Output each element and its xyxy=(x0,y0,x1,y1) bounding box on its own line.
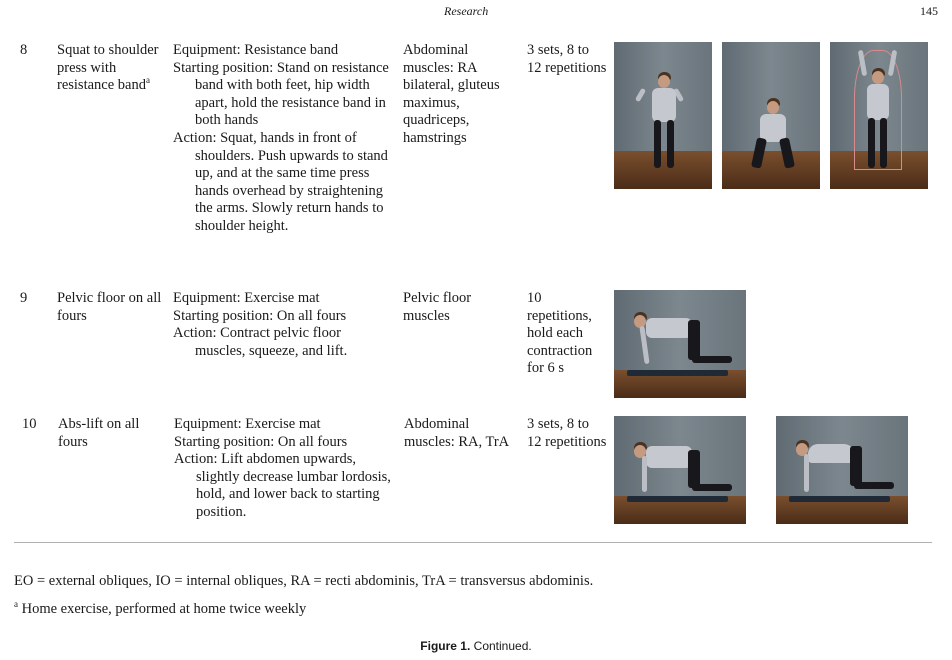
exercise-number: 10 xyxy=(22,416,37,432)
figure-caption xyxy=(0,639,952,653)
target-muscles: Abdominal muscles: RA, TrA xyxy=(404,416,510,450)
abbreviation-footnote: EO = external obliques, IO = internal obliques, RA = recti abdominis, TrA = transversus abdominis. xyxy=(14,573,594,589)
journal-header: Research xyxy=(444,4,489,18)
target-muscles: Pelvic floor muscles xyxy=(403,290,472,324)
exercise-photo-abs-start xyxy=(614,416,746,524)
starting-position-text: Starting position: Stand on resistance band with both feet, hip width apart, hold the resistance band in both hands xyxy=(173,59,389,129)
exercise-name: Squat to shoulder press with resistance band$^a$ xyxy=(57,42,159,94)
action-text: Action: Squat, hands in front of shoulders. Push upwards to stand up, and at the same time press hands overhead by straightening the arms. Slowly return hands to shoulder height. xyxy=(173,129,388,234)
sets-reps: 3 sets, 8 to 12 repetitions xyxy=(527,416,607,450)
sets-reps: 3 sets, 8 to 12 repetitions xyxy=(527,42,607,76)
action-text: Action: Lift abdomen upwards, slightly decrease lumbar lordosis, hold, and lower back to starting position. xyxy=(174,451,391,520)
exercise-number: 9 xyxy=(20,290,28,306)
equipment-text: Equipment: Exercise mat xyxy=(173,290,320,306)
table-bottom-rule xyxy=(14,542,932,543)
footnote-mark: a xyxy=(14,599,18,610)
sets-reps: 10 repetitions, hold each contraction for 6 s xyxy=(527,290,593,377)
equipment-text: Equipment: Exercise mat xyxy=(174,416,321,432)
footnote-mark: a xyxy=(145,75,150,86)
exercise-photo-abs-lift xyxy=(776,416,908,524)
figure-label: Figure 1. xyxy=(420,639,471,653)
exercise-photo-press xyxy=(830,42,928,189)
exercise-name: Abs-lift on all fours xyxy=(58,416,140,450)
exercise-name: Pelvic floor on all fours xyxy=(57,290,162,324)
home-exercise-footnote: $^a$ Home exercise, performed at home twice weekly xyxy=(14,599,307,617)
exercise-photo-squat xyxy=(722,42,820,189)
exercise-photo-all-fours xyxy=(614,290,746,398)
target-muscles: Abdominal muscles: RA bilateral, gluteus maximus, quadriceps, hamstrings xyxy=(403,42,500,146)
page-number: 145 xyxy=(920,4,938,18)
exercise-description xyxy=(173,42,391,236)
exercise-photo-standing xyxy=(614,42,712,189)
exercise-number: 8 xyxy=(20,42,28,58)
figure-caption-text: Continued. xyxy=(473,639,532,653)
action-text: Action: Contract pelvic floor muscles, squeeze, and lift. xyxy=(173,325,348,359)
exercise-description xyxy=(173,290,391,360)
equipment-text: Equipment: Resistance band xyxy=(173,42,339,58)
exercise-description xyxy=(174,416,392,522)
starting-position-text: Starting position: On all fours xyxy=(174,433,348,450)
starting-position-text: Starting position: On all fours xyxy=(173,307,347,324)
